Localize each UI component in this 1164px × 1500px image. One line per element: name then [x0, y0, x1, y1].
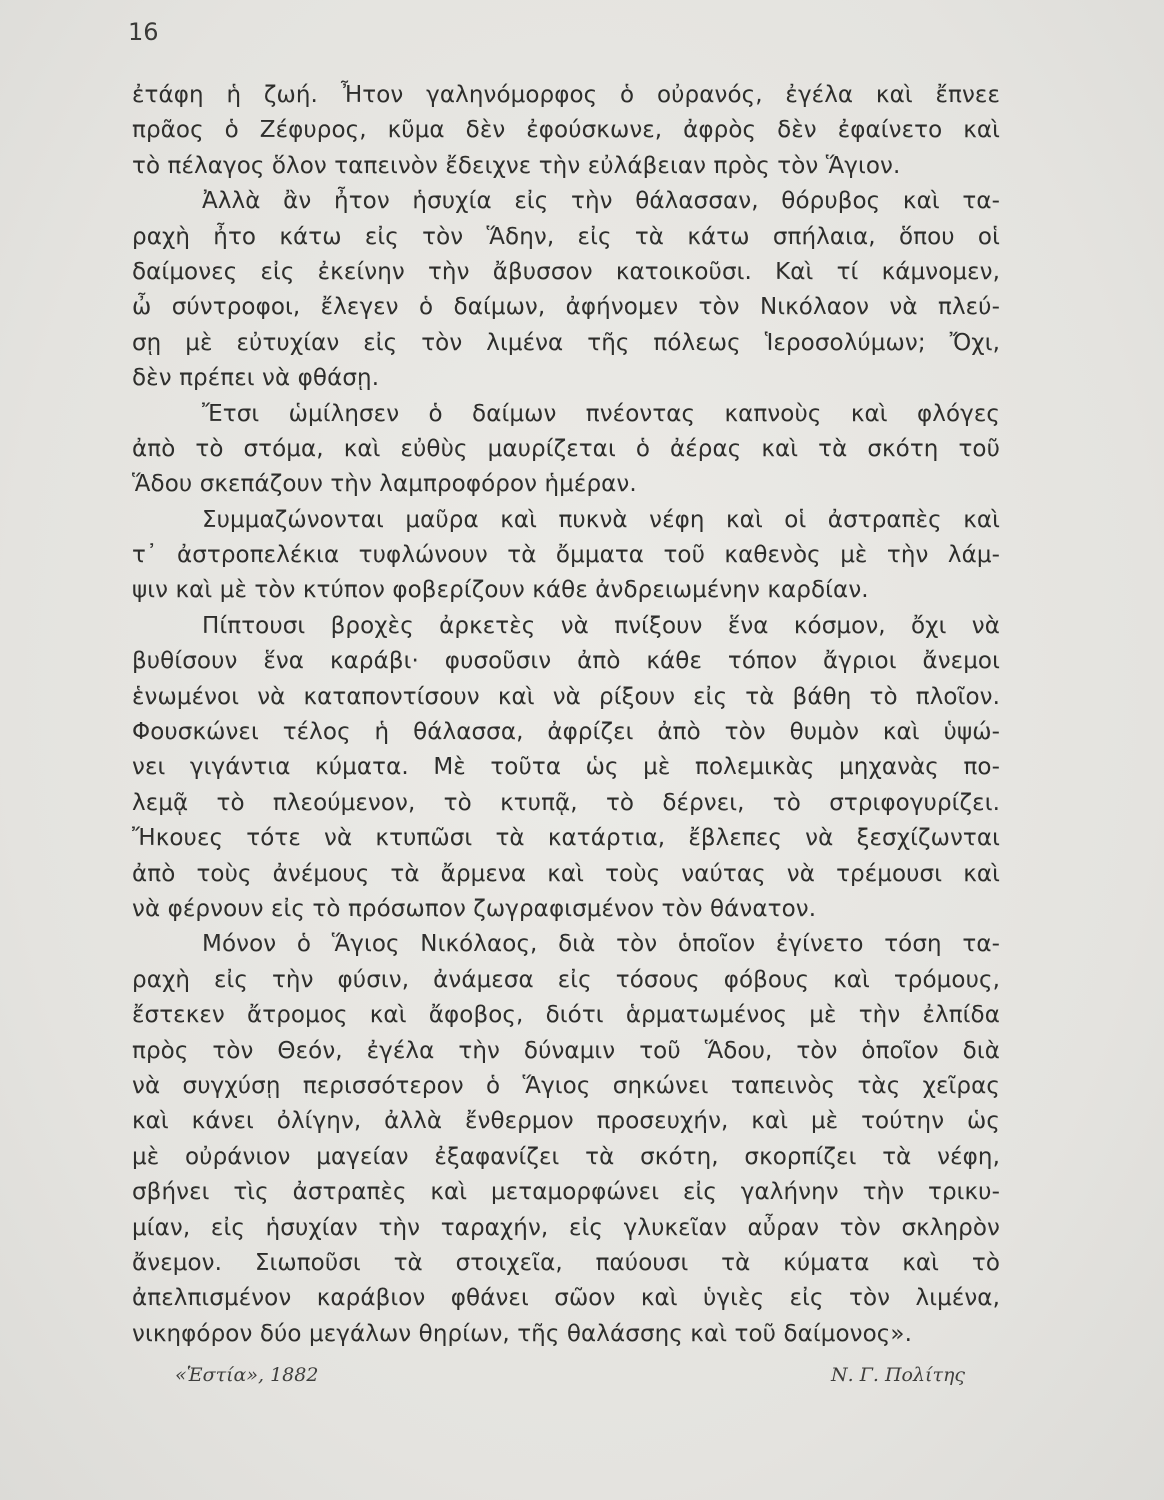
- text-line: ἀπὸ τὸ στόμα, καὶ εὐθὺς μαυρίζεται ὁ ἀέρας καὶ τὰ σκότη τοῦ: [132, 435, 1000, 462]
- text-line: ἔστεκεν ἄτρομος καὶ ἄφοβος, διότι ἁρματωμένος μὲ τὴν ἐλπίδα: [132, 1002, 1000, 1029]
- text-line: νει γιγάντια κύματα. Μὲ τοῦτα ὡς μὲ πολεμικὰς μηχανὰς πο-: [132, 754, 1000, 781]
- text-line: ραχὴ εἰς τὴν φύσιν, ἀνάμεσα εἰς τόσους φόβους καὶ τρόμους,: [132, 966, 1000, 993]
- text-line: λεμᾷ τὸ πλεούμενον, τὸ κτυπᾷ, τὸ δέρνει, τὸ στριφογυρίζει.: [132, 789, 1000, 816]
- body-text: [132, 78, 1000, 1352]
- text-line: ἀπὸ τοὺς ἀνέμους τὰ ἄρμενα καὶ τοὺς ναύτας νὰ τρέμουσι καὶ: [132, 860, 1000, 887]
- page-number: 16: [128, 18, 159, 46]
- text-line: σβήνει τὶς ἀστραπὲς καὶ μεταμορφώνει εἰς γαλήνην τὴν τρικυ-: [132, 1179, 1000, 1206]
- text-line: μίαν, εἰς ἡσυχίαν τὴν ταραχήν, εἰς γλυκεῖαν αὖραν τὸν σκληρὸν: [132, 1214, 1000, 1241]
- source-citation: «Ἑστία», 1882: [175, 1364, 319, 1386]
- text-line: νικηφόρον δύο μεγάλων θηρίων, τῆς θαλάσσης καὶ τοῦ δαίμονος».: [132, 1320, 912, 1347]
- text-line: ψιν καὶ μὲ τὸν κτύπον φοβερίζουν κάθε ἀνδρειωμένην καρδίαν.: [132, 577, 869, 604]
- text-line: νὰ συγχύσῃ περισσότερον ὁ Ἅγιος σηκώνει ταπεινὸς τὰς χεῖρας: [132, 1072, 1000, 1099]
- text-line: Ἅδου σκεπάζουν τὴν λαμπροφόρον ἡμέραν.: [132, 471, 637, 498]
- text-line: βυθίσουν ἕνα καράβι· φυσοῦσιν ἀπὸ κάθε τόπον ἄγριοι ἄνεμοι: [132, 648, 1000, 675]
- text-line: Μόνον ὁ Ἅγιος Νικόλαος, διὰ τὸν ὁποῖον ἐγίνετο τόση τα-: [202, 931, 1000, 958]
- author-signature: Ν. Γ. Πολίτης: [830, 1364, 965, 1386]
- text-line: Πίπτουσι βροχὲς ἀρκετὲς νὰ πνίξουν ἕνα κόσμον, ὄχι νὰ: [202, 612, 1000, 639]
- text-line: τ᾽ ἀστροπελέκια τυφλώνουν τὰ ὄμματα τοῦ καθενὸς μὲ τὴν λάμ-: [132, 542, 1000, 569]
- text-line: ἐτάφη ἡ ζωή. Ἦτον γαληνόμορφος ὁ οὐρανός, ἐγέλα καὶ ἔπνεε: [132, 82, 1000, 108]
- text-line: τὸ πέλαγος ὅλον ταπεινὸν ἔδειχνε τὴν εὐλάβειαν πρὸς τὸν Ἅγιον.: [132, 152, 901, 179]
- text-line: πρᾶος ὁ Ζέφυρος, κῦμα δὲν ἐφούσκωνε, ἀφρὸς δὲν ἐφαίνετο καὶ: [132, 117, 1000, 144]
- text-line: δὲν πρέπει νὰ φθάσῃ.: [132, 365, 380, 392]
- text-line: Συμμαζώνονται μαῦρα καὶ πυκνὰ νέφη καὶ οἱ ἀστραπὲς καὶ: [202, 506, 1000, 533]
- text-line: Ἤκουες τότε νὰ κτυπῶσι τὰ κατάρτια, ἔβλεπες νὰ ξεσχίζωνται: [132, 825, 1000, 852]
- text-line: ἑνωμένοι νὰ καταποντίσουν καὶ νὰ ρίξουν εἰς τὰ βάθη τὸ πλοῖον.: [132, 683, 1000, 710]
- text-line: ἄνεμον. Σιωποῦσι τὰ στοιχεῖα, παύουσι τὰ κύματα καὶ τὸ: [132, 1249, 1000, 1276]
- text-line: δαίμονες εἰς ἐκείνην τὴν ἄβυσσον κατοικοῦσι. Καὶ τί κάμνομεν,: [132, 258, 1000, 285]
- text-line: Ἔτσι ὡμίλησεν ὁ δαίμων πνέοντας καπνοὺς καὶ φλόγες: [202, 400, 1000, 427]
- text-line: μὲ οὐράνιον μαγείαν ἐξαφανίζει τὰ σκότη, σκορπίζει τὰ νέφη,: [132, 1143, 1000, 1170]
- text-line: σῃ μὲ εὐτυχίαν εἰς τὸν λιμένα τῆς πόλεως Ἱεροσολύμων; Ὄχι,: [132, 329, 1000, 356]
- text-line: πρὸς τὸν Θεόν, ἐγέλα τὴν δύναμιν τοῦ Ἅδου, τὸν ὁποῖον διὰ: [132, 1037, 1000, 1064]
- text-line: ραχὴ ἦτο κάτω εἰς τὸν Ἅδην, εἰς τὰ κάτω σπήλαια, ὅπου οἱ: [132, 223, 1000, 250]
- text-line: Φουσκώνει τέλος ἡ θάλασσα, ἀφρίζει ἀπὸ τὸν θυμὸν καὶ ὑψώ-: [132, 719, 1000, 746]
- text-line: ἀπελπισμένον καράβιον φθάνει σῶον καὶ ὑγιὲς εἰς τὸν λιμένα,: [132, 1285, 1000, 1312]
- text-line: καὶ κάνει ὀλίγην, ἀλλὰ ἔνθερμον προσευχήν, καὶ μὲ τούτην ὡς: [132, 1108, 1000, 1135]
- text-line: Ἀλλὰ ἂν ἦτον ἡσυχία εἰς τὴν θάλασσαν, θόρυβος καὶ τα-: [202, 188, 1000, 215]
- text-line: νὰ φέρνουν εἰς τὸ πρόσωπον ζωγραφισμένον τὸν θάνατον.: [132, 895, 817, 922]
- text-line: ὦ σύντροφοι, ἔλεγεν ὁ δαίμων, ἀφήνομεν τὸν Νικόλαον νὰ πλεύ-: [132, 294, 1000, 321]
